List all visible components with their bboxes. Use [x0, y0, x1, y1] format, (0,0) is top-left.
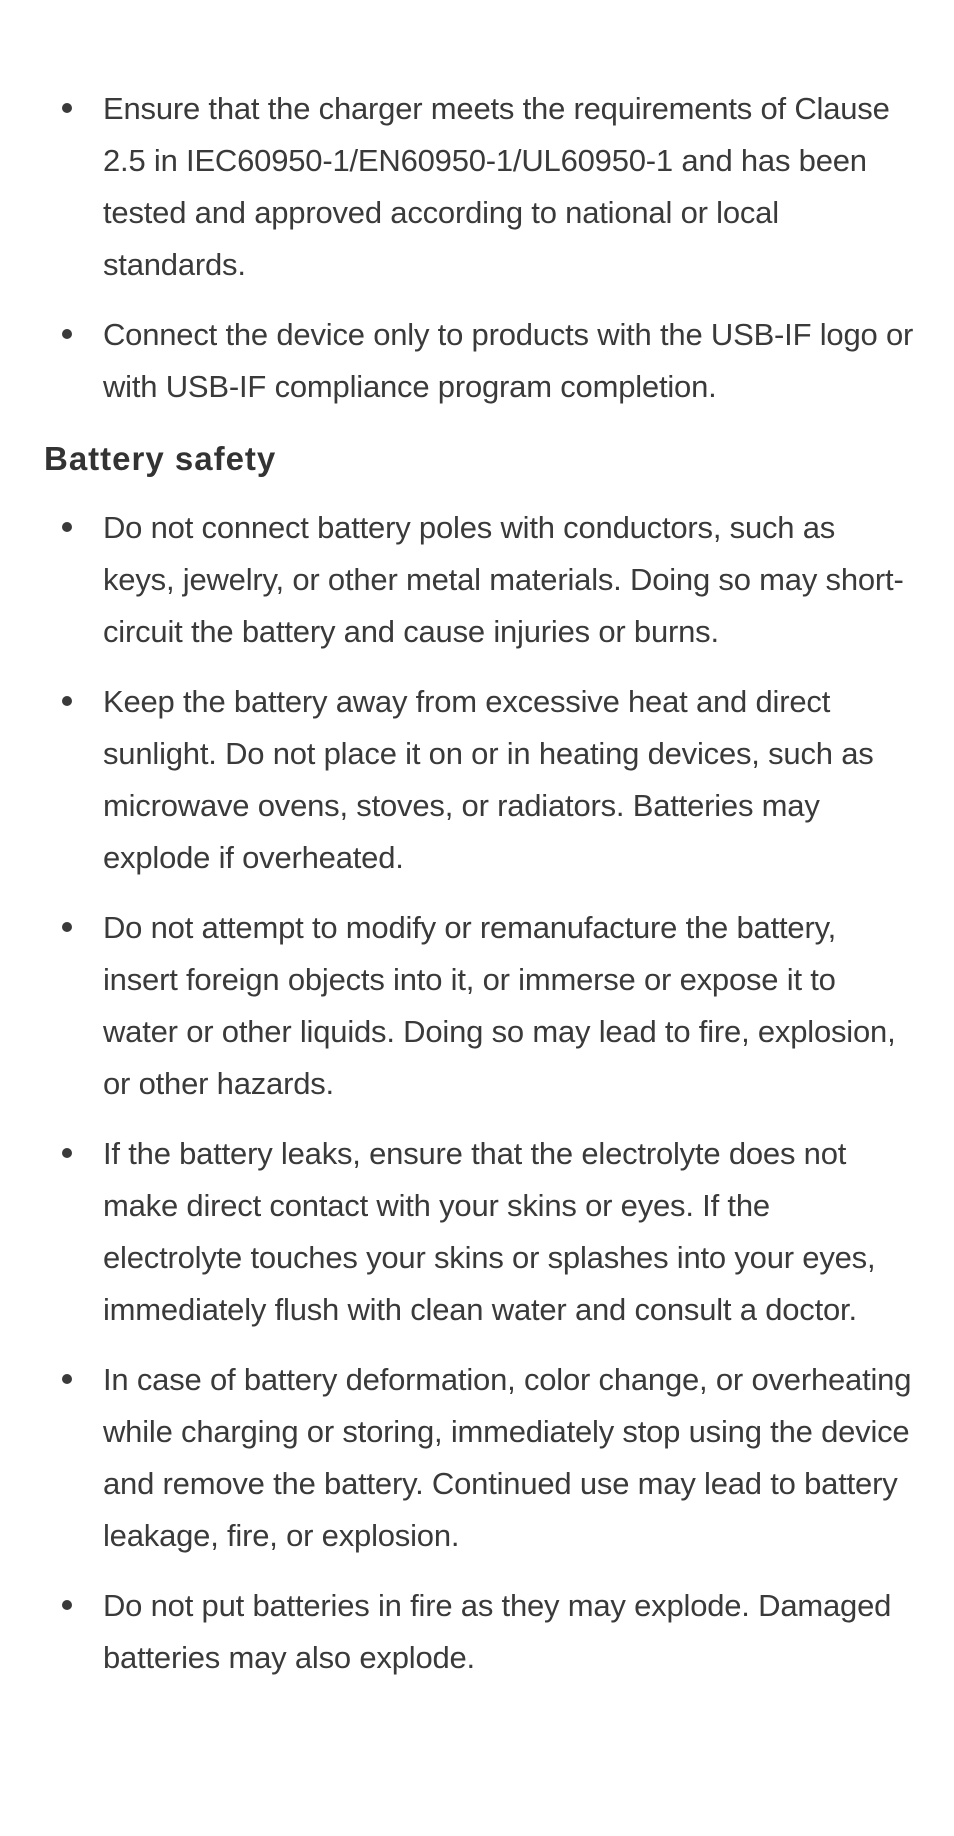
list-item-text: Do not attempt to modify or remanufacture the battery, insert foreign objects into it, or immerse or expose it to water or other liquids. Doing so may lead to fire, explosion, or other hazards.	[103, 910, 896, 1101]
list-item	[0, 1128, 954, 1336]
section-heading-battery-safety: Battery safety	[44, 440, 277, 477]
bullet-icon	[62, 103, 72, 113]
list-item	[0, 676, 954, 884]
bullet-icon	[62, 922, 72, 932]
list-item	[0, 902, 954, 1110]
bullet-icon	[62, 1600, 72, 1610]
bullet-icon	[62, 1374, 72, 1384]
list-item-text: In case of battery deformation, color change, or overheating while charging or storing, immediately stop using the device and remove the battery. Continued use may lead to battery leakage, fire, or explosion.	[103, 1362, 912, 1553]
bullet-icon	[62, 696, 72, 706]
bullet-icon	[62, 1148, 72, 1158]
list-item	[0, 309, 954, 413]
charger-requirements-list	[0, 83, 954, 431]
list-item	[0, 502, 954, 658]
list-item-text: Ensure that the charger meets the requirements of Clause 2.5 in IEC60950-1/EN60950-1/UL60950-1 and has been tested and approved according to national or local standards.	[103, 91, 890, 282]
list-item	[0, 83, 954, 291]
list-item-text: Keep the battery away from excessive heat and direct sunlight. Do not place it on or in heating devices, such as microwave ovens, stoves, or radiators. Batteries may explode if overheated.	[103, 684, 874, 875]
list-item	[0, 1580, 954, 1684]
list-item-text: If the battery leaks, ensure that the electrolyte does not make direct contact with your skins or eyes. If the electrolyte touches your skins or splashes into your eyes, immediately flush with clean water and consult a doctor.	[103, 1136, 876, 1327]
list-item	[0, 1354, 954, 1562]
list-item-text: Do not put batteries in fire as they may explode. Damaged batteries may also explode.	[103, 1588, 892, 1675]
list-item-text: Connect the device only to products with the USB-IF logo or with USB-IF compliance program completion.	[103, 317, 914, 404]
battery-safety-list	[0, 502, 954, 1702]
bullet-icon	[62, 522, 72, 532]
bullet-icon	[62, 329, 72, 339]
list-item-text: Do not connect battery poles with conductors, such as keys, jewelry, or other metal materials. Doing so may short-circuit the battery and cause injuries or burns.	[103, 510, 904, 649]
